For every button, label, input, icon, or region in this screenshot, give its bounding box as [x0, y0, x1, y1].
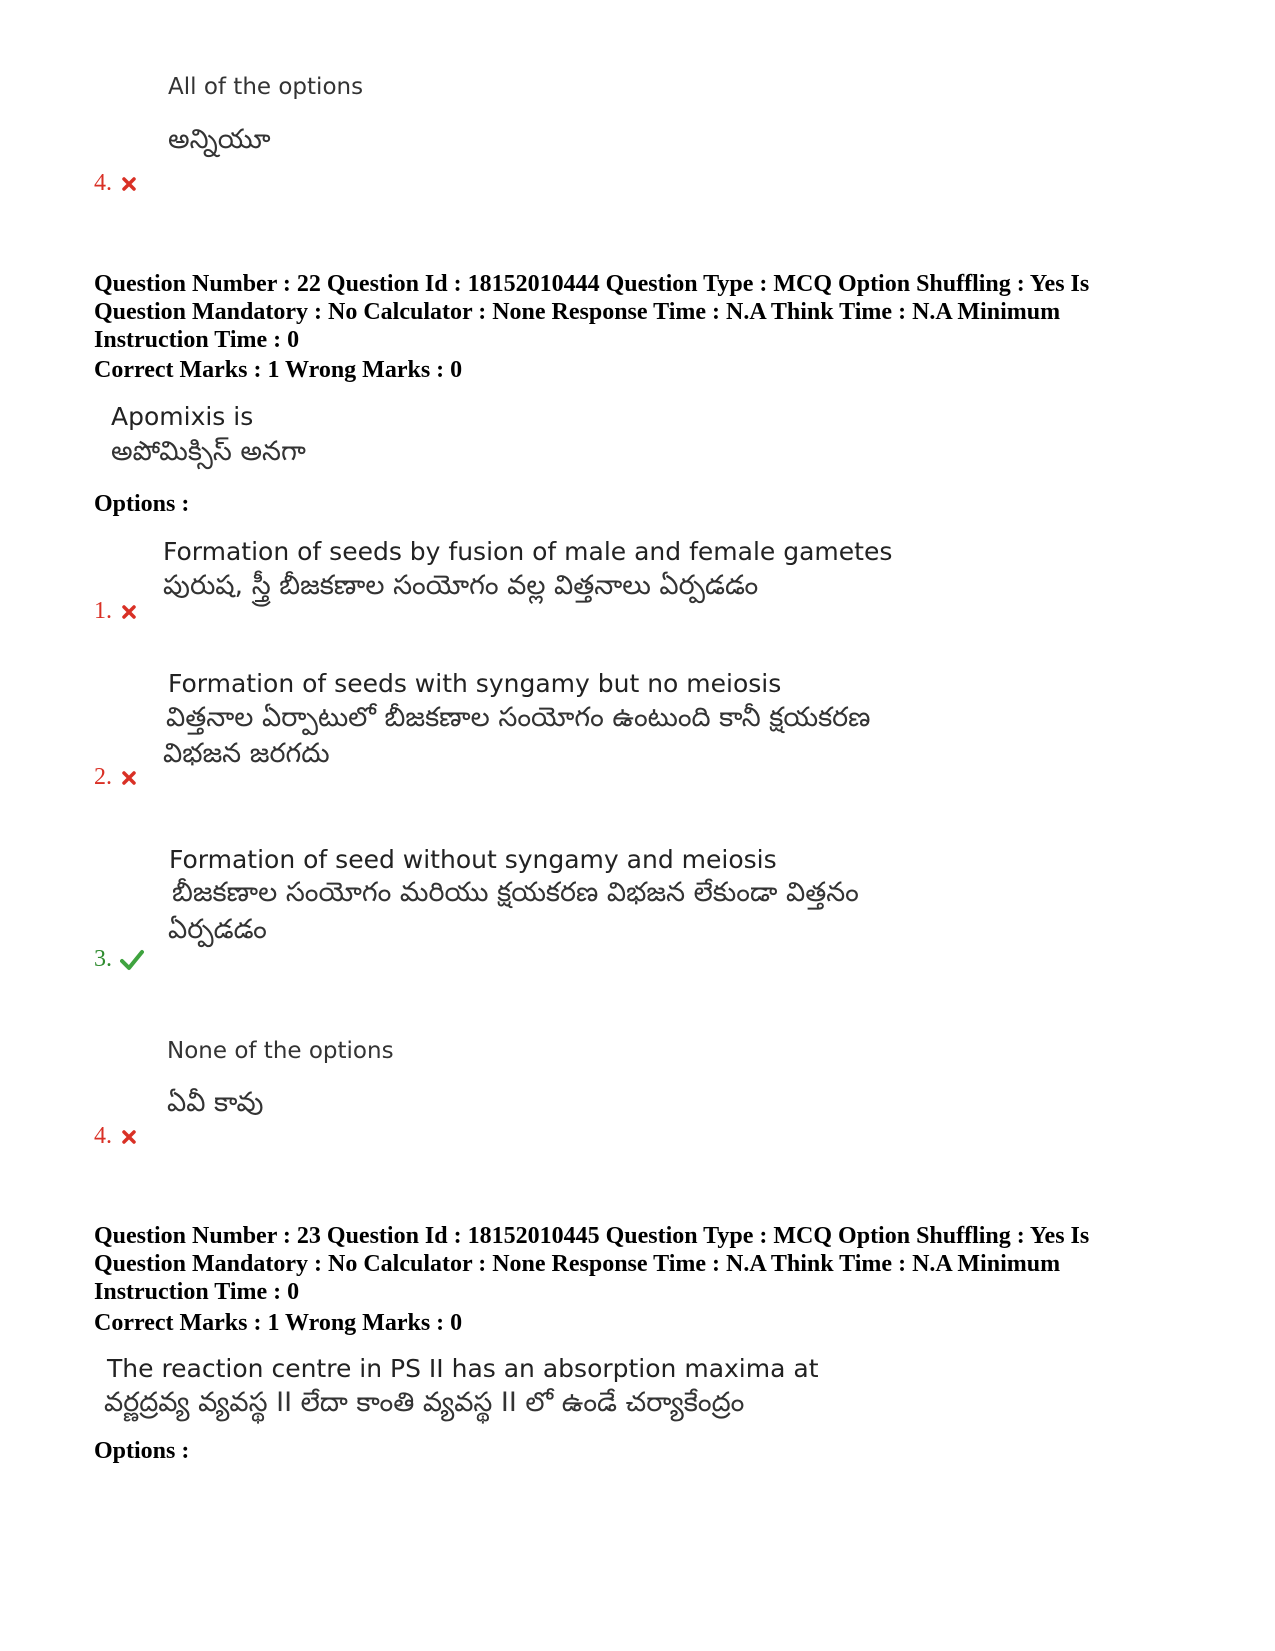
- q23-question-te: వర్ణద్రవ్య వ్యవస్థ II లేదా కాంతి వ్యవస్థ II లో ఉండే చర్యాకేంద్రం: [104, 1387, 745, 1418]
- q23-marks: Correct Marks : 1 Wrong Marks : 0: [94, 1310, 463, 1336]
- q22-meta-line2: Question Mandatory : No Calculator : None Response Time : N.A Think Time : N.A Minimum: [94, 299, 1061, 325]
- q22-option-2-marker: [94, 764, 138, 791]
- option-number: 4.: [94, 170, 112, 196]
- q22-option-3-text-te: బీజకణాల సంయోగం మరియు క్షయకరణ విభజన లేకుండా విత్తనం: [172, 877, 859, 908]
- q22-options-label: Options :: [94, 491, 190, 517]
- prev-option-4-text-en: All of the options: [168, 74, 364, 100]
- q22-option-4-text-en: None of the options: [167, 1038, 394, 1064]
- q22-option-3-text-en: Formation of seed without syngamy and meiosis: [169, 845, 777, 874]
- q22-option-1-marker: [94, 598, 138, 625]
- q23-meta-line2: Question Mandatory : No Calculator : None Response Time : N.A Think Time : N.A Minimum: [94, 1251, 1061, 1277]
- q22-option-2-text-en: Formation of seeds with syngamy but no meiosis: [168, 669, 782, 698]
- q22-meta-line3: Instruction Time : 0: [94, 327, 300, 353]
- q23-options-label: Options :: [94, 1438, 190, 1464]
- cross-icon: [120, 1128, 138, 1146]
- q22-option-3-text-te2: ఏర్పడడం: [168, 914, 267, 945]
- q22-meta-line1: Question Number : 22 Question Id : 18152010444 Question Type : MCQ Option Shuffling : Yes Is: [94, 271, 1090, 297]
- q22-marks: Correct Marks : 1 Wrong Marks : 0: [94, 357, 463, 383]
- cross-icon: [120, 175, 138, 193]
- q22-question-te: అపోమిక్సిస్ అనగా: [111, 436, 306, 467]
- q23-meta-line1: Question Number : 23 Question Id : 18152010445 Question Type : MCQ Option Shuffling : Yes Is: [94, 1223, 1090, 1249]
- q22-option-1-text-te: పురుష, స్త్రీ బీజకణాల సంయోగం వల్ల విత్తనాలు ఏర్పడడం: [163, 570, 759, 601]
- q22-option-2-text-te2: విభజన జరగదు: [163, 738, 330, 769]
- check-icon: [120, 949, 144, 971]
- q23-meta-line3: Instruction Time : 0: [94, 1279, 300, 1305]
- q22-option-2-text-te: విత్తనాల ఏర్పాటులో బీజకణాల సంయోగం ఉంటుంది కానీ క్షయకరణ: [166, 702, 871, 733]
- q22-meta: [94, 270, 1204, 354]
- cross-icon: [120, 603, 138, 621]
- q22-option-1-text-en: Formation of seeds by fusion of male and female gametes: [163, 537, 893, 566]
- q23-meta: [94, 1222, 1204, 1306]
- option-number: 2.: [94, 764, 112, 790]
- option-number: 4.: [94, 1123, 112, 1149]
- q23-question-en: The reaction centre in PS II has an absorption maxima at: [107, 1354, 819, 1383]
- q22-option-3-marker: [94, 946, 144, 973]
- q22-option-4-marker: [94, 1123, 138, 1150]
- prev-option-4-marker: [94, 170, 138, 197]
- cross-icon: [120, 769, 138, 787]
- option-number: 3.: [94, 946, 112, 972]
- q22-option-4-text-te: ఏవీ కావు: [167, 1087, 264, 1118]
- option-number: 1.: [94, 598, 112, 624]
- prev-option-4-text-te: అన్నియూ: [168, 124, 271, 155]
- q22-question-en: Apomixis is: [111, 402, 254, 431]
